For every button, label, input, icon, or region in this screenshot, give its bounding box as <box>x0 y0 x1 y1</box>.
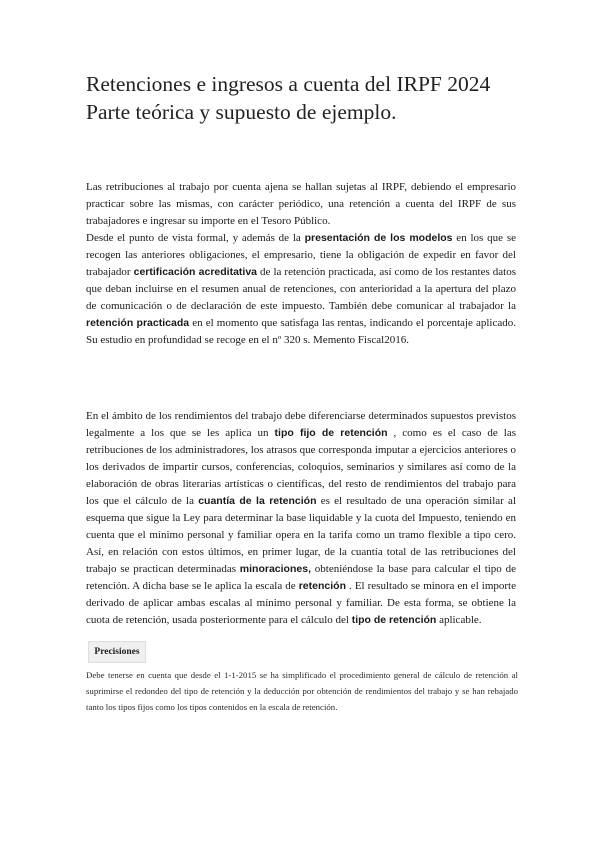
p3-bold-tipo-retencion: tipo de retención <box>351 614 437 626</box>
precisiones-badge: Precisiones <box>88 641 146 663</box>
p3-text-4: obteniéndose la base para calcular el tipo de retención. A dicha base se le aplica la escala de <box>86 563 516 592</box>
p3-text-2: , como es el caso de las retribuciones de los administradores, los atrasos que corresponda imputar a ejercicios anteriores o los derivados de impartir cursos, conferencias, coloquios, seminarios y similares así como de la elaboración de obras literarias artísticas o científicas, del resto de rendimientos del trabajo para los que el cálculo de la <box>86 427 517 507</box>
p2-text-1: Desde el punto de vista formal, y además de la <box>86 232 305 244</box>
p3-text-1: En el ámbito de los rendimientos del trabajo debe diferenciarse determinados supuestos previstos legalmente a los que se les aplica un <box>86 410 516 439</box>
p3-text-5: . El resultado se minora en el importe derivado de aplicar ambas escalas al mínimo personal y familiar. De esta forma, se obtiene la cuota de retención, usada posteriormente para el cálculo del <box>86 580 516 626</box>
p3-bold-retencion: retención <box>298 580 346 592</box>
paragraph-formal-obligations <box>86 230 516 349</box>
title-line-2: Parte teórica y supuesto de ejemplo. <box>86 100 397 124</box>
p3-bold-minoraciones: minoraciones, <box>239 563 311 575</box>
p3-text-3: es el resultado de una operación similar al esquema que sigue la Ley para determinar la base liquidable y la cuota del Impuesto, teniendo en cuenta que el mínimo personal y familiar opera en la tarifa como un tramo flexible a tipo cero. Así, en relación con estos últimos, en primer lugar, de la cuantía total de las retribuciones del trabajo se practican determinadas <box>86 495 516 575</box>
paragraph-rendimientos <box>86 408 516 629</box>
page-title <box>86 70 566 126</box>
title-line-1: Retenciones e ingresos a cuenta del IRPF 2024 <box>86 72 491 96</box>
p3-bold-cuantia: cuantía de la retención <box>198 495 317 507</box>
p2-text-4: en el momento que satisfaga las rentas, indicando el porcentaje aplicado. Su estudio en profundidad se recoge en el nº 320 s. Memento Fiscal2016. <box>86 317 516 346</box>
p3-text-6: aplicable. <box>436 614 482 626</box>
precisiones-note: Debe tenerse en cuenta que desde el 1-1-2015 se ha simplificado el procedimiento general de cálculo de retención al suprimirse el redondeo del tipo de retención y la deducción por obtención de rendimientos del trabajo y se han rebajado tanto los tipos fijos como los tipos contenidos en la escala de retención. <box>86 670 518 712</box>
p2-bold-certificacion: certificación acreditativa <box>133 266 258 278</box>
p2-text-2: en los que se recogen las anteriores obligaciones, el empresario, tiene la obligación de expedir en favor del trabajador <box>86 232 516 278</box>
p3-bold-tipo-fijo: tipo fijo de retención <box>274 427 388 439</box>
paragraph-intro: Las retribuciones al trabajo por cuenta ajena se hallan sujetas al IRPF, debiendo el empresario practicar sobre las mismas, con carácter periódico, una retención a cuenta del IRPF de sus trabajadores e ingresar su importe en el Tesoro Público. <box>86 181 516 227</box>
p2-text-3: de la retención practicada, así como de los restantes datos que deban incluirse en el resumen anual de retenciones, con anterioridad a la apertura del plazo de comunicación o de declaración de este impuesto. También debe comunicar al trabajador la <box>86 266 516 312</box>
p2-bold-presentacion: presentación de los modelos <box>304 232 453 244</box>
p2-bold-retencion-practicada: retención practicada <box>86 317 190 329</box>
